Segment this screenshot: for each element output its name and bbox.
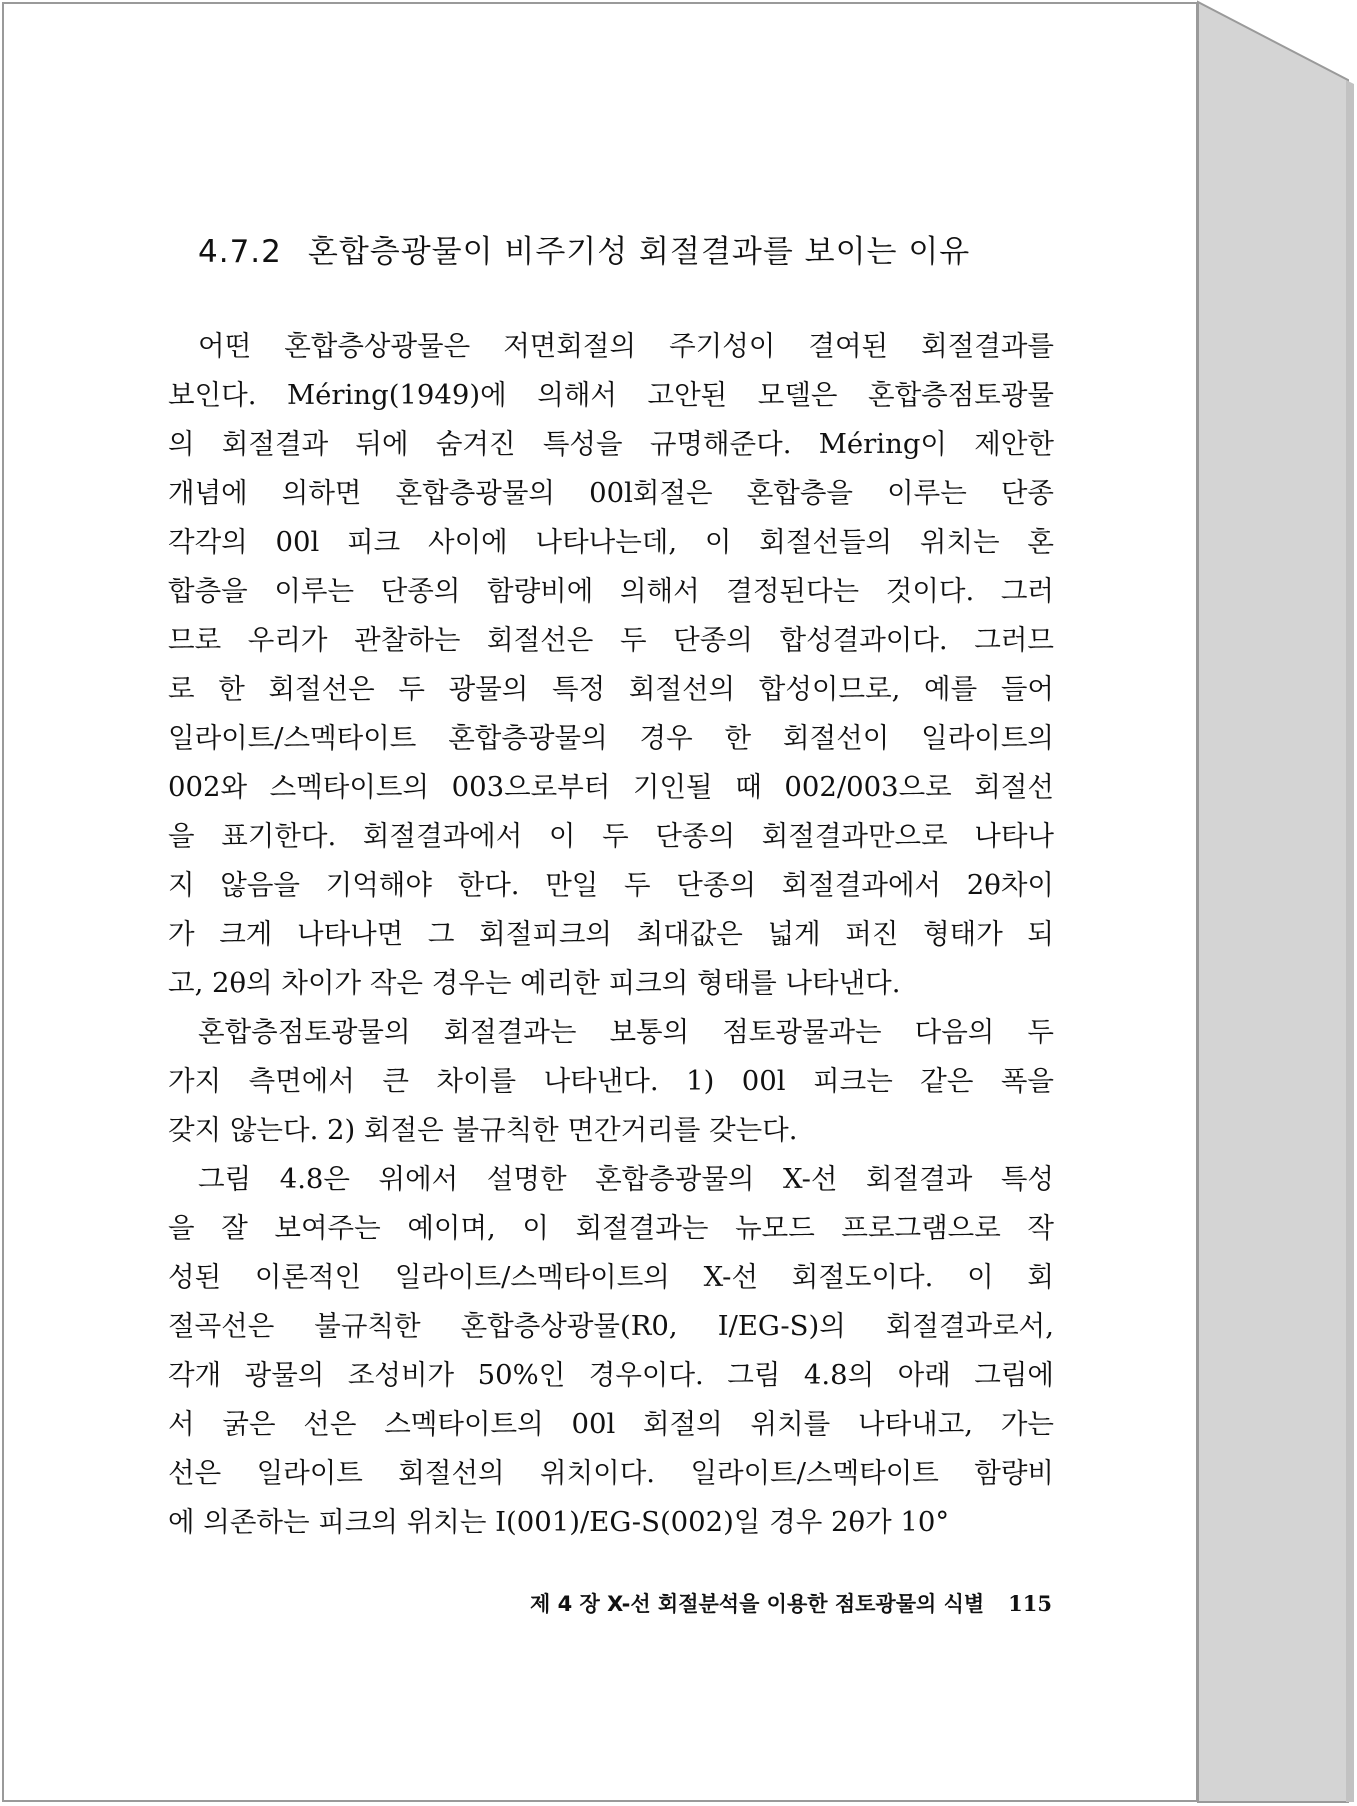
text-line: 가 크게 나타나면 그 회절피크의 최대값은 넓게 퍼진 형태가 되	[168, 918, 1054, 950]
book-spine	[1198, 2, 1199, 1802]
text-line: 합층을 이루는 단종의 함량비에 의해서 결정된다는 것이다. 그러	[168, 575, 1054, 607]
chapter-title: 제 4 장 X-선 회절분석을 이용한 점토광물의 식별	[530, 1592, 985, 1616]
book-spine-shape	[1198, 2, 1356, 1802]
section-title-text: 혼합층광물이 비주기성 회절결과를 보이는 이유	[307, 234, 971, 270]
text-line: 갖지 않는다. 2) 회절은 불규칙한 면간거리를 갖는다.	[168, 1114, 798, 1146]
text-line: 개념에 의하면 혼합층광물의 00l회절은 혼합층을 이루는 단종	[168, 477, 1054, 509]
text-line: 각개 광물의 조성비가 50%인 경우이다. 그림 4.8의 아래 그림에	[168, 1359, 1054, 1391]
text-line: 가지 측면에서 큰 차이를 나타낸다. 1) 00l 피크는 같은 폭을	[168, 1065, 1054, 1097]
text-line: 그림 4.8은 위에서 설명한 혼합층광물의 X-선 회절결과 특성	[198, 1163, 1054, 1195]
text-line: 에 의존하는 피크의 위치는 I(001)/EG-S(002)일 경우 2θ가 10°	[168, 1506, 950, 1538]
text-line: 성된 이론적인 일라이트/스멕타이트의 X-선 회절도이다. 이 회	[168, 1261, 1054, 1293]
section-number: 4.7.2	[198, 234, 282, 270]
text-line: 혼합층점토광물의 회절결과는 보통의 점토광물과는 다음의 두	[198, 1016, 1054, 1048]
text-line: 일라이트/스멕타이트 혼합층광물의 경우 한 회절선이 일라이트의	[168, 722, 1054, 754]
text-line: 고, 2θ의 차이가 작은 경우는 예리한 피크의 형태를 나타낸다.	[168, 967, 901, 999]
body-text	[168, 322, 1054, 1547]
text-line: 로 한 회절선은 두 광물의 특정 회절선의 합성이므로, 예를 들어	[168, 673, 1054, 705]
text-line: 002와 스멕타이트의 003으로부터 기인될 때 002/003으로 회절선	[168, 771, 1054, 803]
text-line: 의 회절결과 뒤에 숨겨진 특성을 규명해준다. Méring이 제안한	[168, 428, 1054, 460]
text-line: 을 잘 보여주는 예이며, 이 회절결과는 뉴모드 프로그램으로 작	[168, 1212, 1054, 1244]
text-line: 선은 일라이트 회절선의 위치이다. 일라이트/스멕타이트 함량비	[168, 1457, 1054, 1489]
text-line: 절곡선은 불규칙한 혼합층상광물(R0, I/EG-S)의 회절결과로서,	[168, 1310, 1054, 1342]
text-line: 서 굵은 선은 스멕타이트의 00l 회절의 위치를 나타내고, 가는	[168, 1408, 1054, 1440]
text-line: 지 않음을 기억해야 한다. 만일 두 단종의 회절결과에서 2θ차이	[168, 869, 1054, 901]
text-line: 므로 우리가 관찰하는 회절선은 두 단종의 합성결과이다. 그러므	[168, 624, 1054, 656]
page-number: 115	[1008, 1591, 1052, 1616]
text-line: 을 표기한다. 회절결과에서 이 두 단종의 회절결과만으로 나타나	[168, 820, 1054, 852]
text-line: 각각의 00l 피크 사이에 나타나는데, 이 회절선들의 위치는 혼	[168, 526, 1054, 558]
running-footer	[0, 1588, 1052, 1618]
section-heading	[198, 226, 970, 271]
text-line: 어떤 혼합층상광물은 저면회절의 주기성이 결여된 회절결과를	[198, 330, 1054, 362]
text-line: 보인다. Méring(1949)에 의해서 고안된 모델은 혼합층점토광물	[168, 379, 1054, 411]
